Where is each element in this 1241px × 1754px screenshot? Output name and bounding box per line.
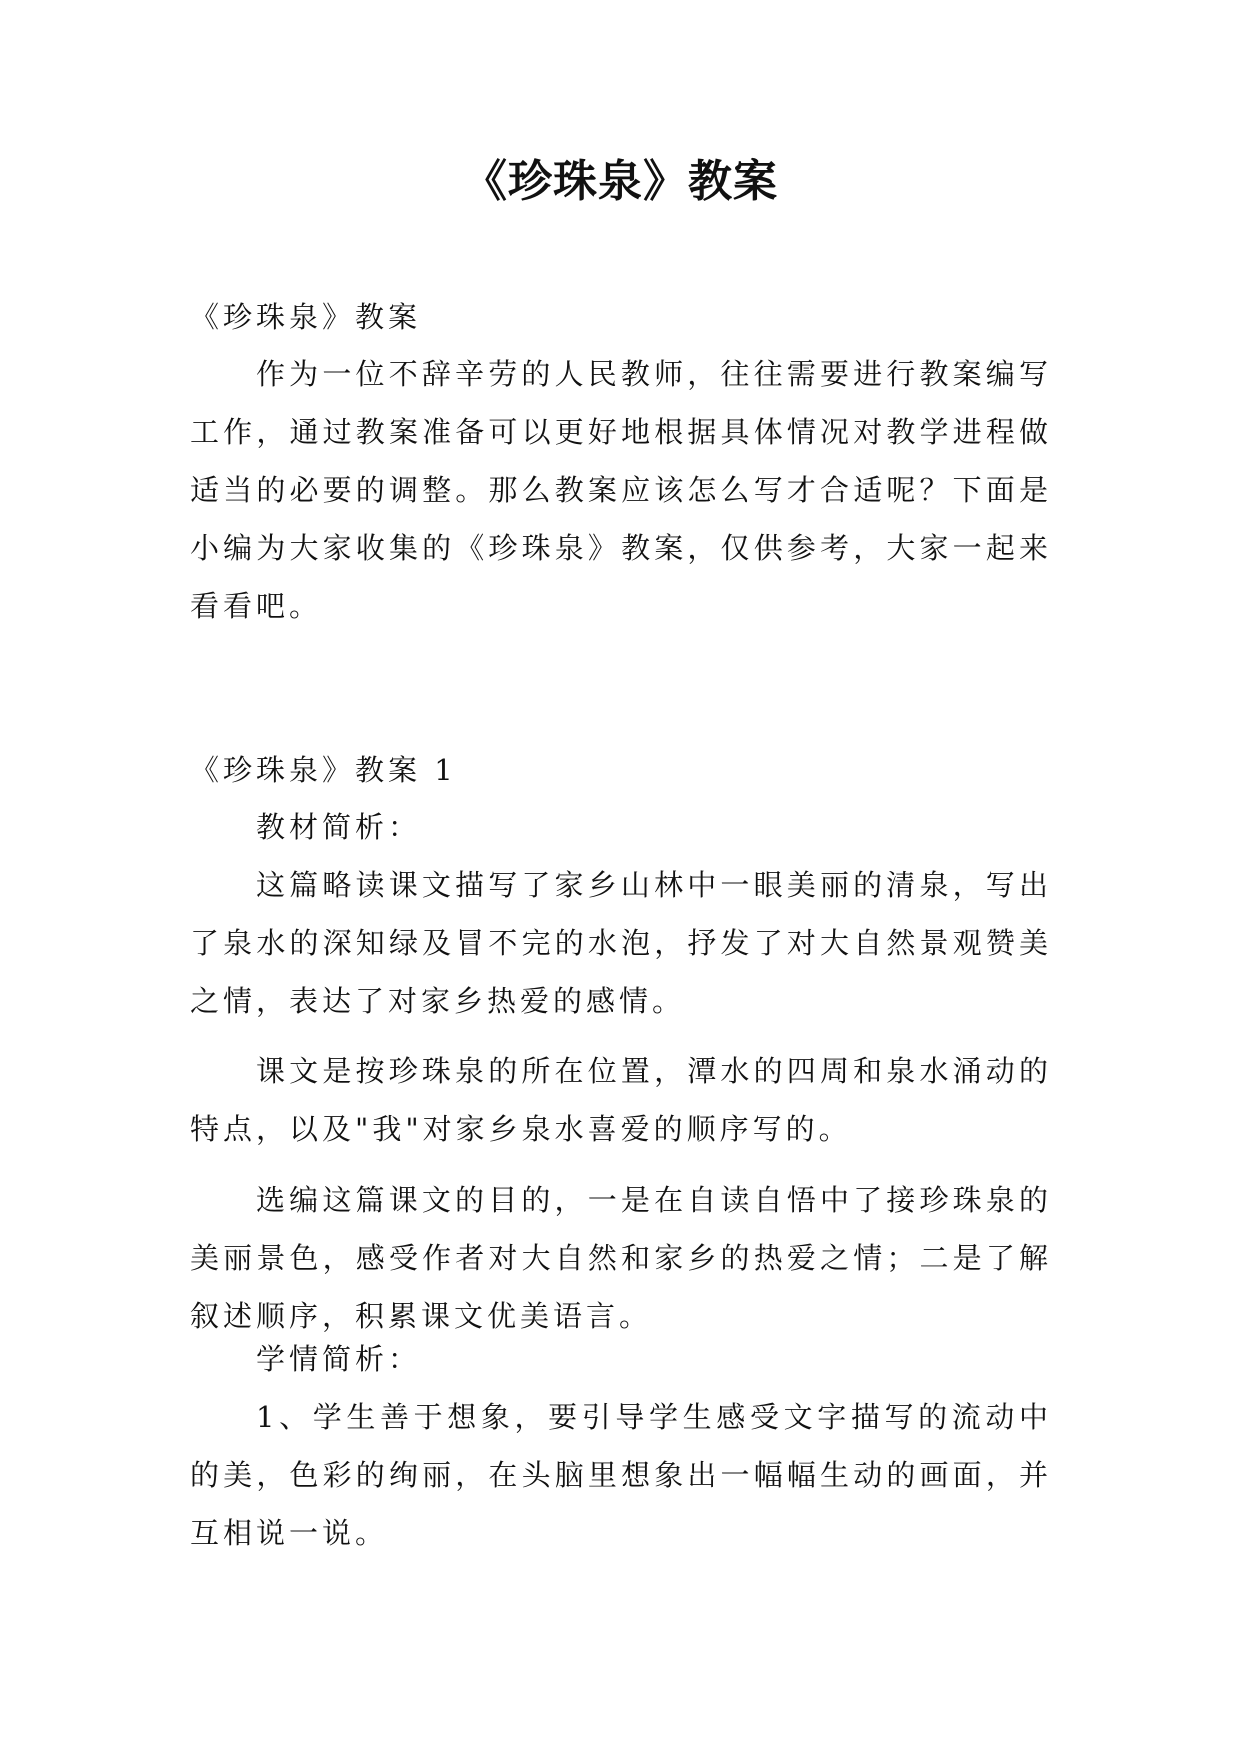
student-analysis-label: 学情简析：: [256, 1342, 422, 1376]
section-heading: 《珍珠泉》教案 1: [190, 753, 457, 787]
material-analysis-label: 教材简析：: [256, 810, 422, 844]
body-paragraph: 选编这篇课文的目的，一是在自读自悟中了接珍珠泉的美丽景色，感受作者对大自然和家乡的热爱之情；二是了解叙述顺序，积累课文优美语言。: [190, 1183, 1052, 1333]
body-paragraph: 这篇略读课文描写了家乡山林中一眼美丽的清泉，写出了泉水的深知绿及冒不完的水泡，抒发了对大自然景观赞美之情，表达了对家乡热爱的感情。: [190, 868, 1052, 1018]
intro-paragraph: 作为一位不辞辛劳的人民教师，往往需要进行教案编写工作，通过教案准备可以更好地根据具体情况对教学进程做适当的必要的调整。那么教案应该怎么写才合适呢？下面是小编为大家收集的《珍珠泉》教案，仅供参考，大家一起来看看吧。: [190, 357, 1052, 623]
body-paragraph: 1、学生善于想象，要引导学生感受文字描写的流动中的美，色彩的绚丽，在头脑里想象出一幅幅生动的画面，并互相说一说。: [190, 1400, 1052, 1550]
document-subtitle: 《珍珠泉》教案: [190, 300, 422, 334]
document-title: 《珍珠泉》教案: [463, 156, 778, 207]
body-paragraph: 课文是按珍珠泉的所在位置，潭水的四周和泉水涌动的特点，以及"我"对家乡泉水喜爱的顺序写的。: [190, 1054, 1052, 1146]
